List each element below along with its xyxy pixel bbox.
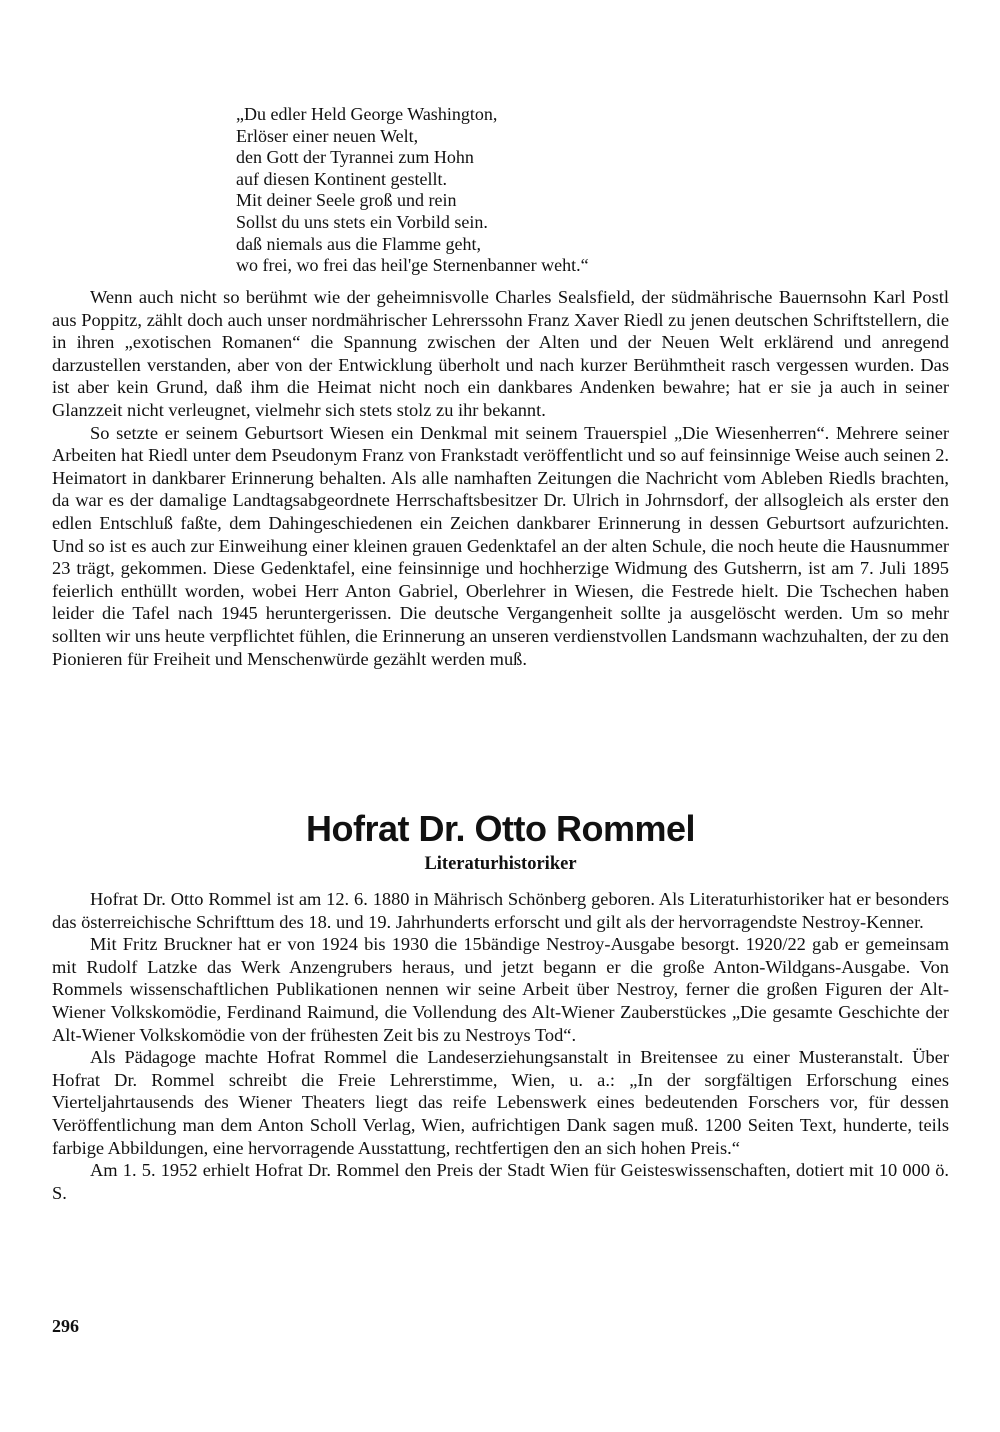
poem-line: wo frei, wo frei das heil'ge Sternenbanner weht.“ — [236, 255, 589, 276]
section-subtitle: Literaturhistoriker — [424, 854, 577, 874]
poem-line: den Gott der Tyrannei zum Hohn — [236, 147, 474, 168]
section-title: Hofrat Dr. Otto Rommel — [305, 808, 696, 849]
riedl-section-body — [52, 286, 949, 670]
poem-line: daß niemals aus die Flamme geht, — [236, 233, 481, 254]
poem-line: Erlöser einer neuen Welt, — [236, 125, 419, 146]
page-number: 296 — [52, 1316, 79, 1336]
poem-line: Mit deiner Seele groß und rein — [236, 190, 457, 211]
body-paragraph: Mit Fritz Bruckner hat er von 1924 bis 1930 die 15bändige Nestroy-Ausgabe besorgt. 1920/22 gab er gemeinsam mit Rudolf Latzke das Werk Anzengrubers heraus, und jetzt begann er die große Anton-Wildgans-Ausgabe. Von Rommels wissenschaftlichen Publikationen nennen wir seine Arbeit über Nestroy, ferner die großen Figuren der Alt-Wiener Volkskomödie, Ferdinand Raimund, die Vollendung des Alt-Wiener Zauberstückes „Die gesamte Geschichte der Alt-Wiener Volkskomödie von der frühesten Zeit bis zu Nestroys Tod“. — [52, 934, 949, 1045]
body-paragraph: Am 1. 5. 1952 erhielt Hofrat Dr. Rommel den Preis der Stadt Wien für Geisteswissenschaften, dotiert mit 10 000 ö. S. — [52, 1160, 949, 1203]
poem-line: Sollst du uns stets ein Vorbild sein. — [236, 211, 488, 232]
body-paragraph: So setzte er seinem Geburtsort Wiesen ein Denkmal mit seinem Trauerspiel „Die Wiesenherren“. Mehrere seiner Arbeiten hat Riedl unter dem Pseudonym Franz von Frankstadt veröffentlicht und so auf feinsinnige Weise auch seinen 2. Heimatort in dankbarer Erinnerung behalten. Als alle namhaften Zeitungen die Nachricht vom Ableben Riedls brachten, da war es der damalige Landtagsabgeordnete Herrschaftsbesitzer Dr. Ulrich in Johrnsdorf, der allsogleich als erster den edlen Entschluß faßte, dem Dahingeschiedenen ein Zeichen dankbarer Erinnerung in dessen Geburtsort aufzurichten. Und so ist es auch zur Einweihung einer kleinen grauen Gedenktafel an der alten Schule, die noch heute die Hausnummer 23 trägt, gekommen. Diese Gedenktafel, eine feinsinnige und hochherzige Widmung des Gutsherrn, ist am 7. Juli 1895 feierlich enthüllt worden, wobei Herr Anton Gabriel, Oberlehrer in Wiesen, die Festrede hielt. Die Tschechen haben leider die Tafel nach 1945 heruntergerissen. Die deutsche Vergangenheit sollte ja ausgelöscht werden. Um so mehr sollten wir uns heute verpflichtet fühlen, die Erinnerung an unseren verdienstvollen Landsmann wachzuhalten, der zu den Pionieren für Freiheit und Menschenwürde gezählt werden muß. — [52, 422, 949, 669]
poem-quote — [236, 104, 796, 277]
rommel-section-body — [52, 888, 949, 1204]
poem-line: „Du edler Held George Washington, — [236, 104, 498, 124]
poem-line: auf diesen Kontinent gestellt. — [236, 168, 447, 189]
body-paragraph: Wenn auch nicht so berühmt wie der geheimnisvolle Charles Sealsfield, der südmährische Bauernsohn Karl Postl aus Poppitz, zählt doch auch unser nordmährischer Lehrerssohn Franz Xaver Riedl zu jenen deutschen Schriftstellern, die in ihren „exotischen Romanen“ die Spannung zwischen der Alten und der Neuen Welt erklärend und anregend darzustellen verstanden, aber von der Entwicklung überholt und nach kurzer Berühmtheit rasch vergessen wurden. Das ist aber kein Grund, daß ihm die Heimat nicht noch ein dankbares Andenken bewahre; hat er sie ja auch in seiner Glanzzeit nicht verleugnet, vielmehr sich stets stolz zu ihr bekannt. — [52, 287, 949, 420]
body-paragraph: Als Pädagoge machte Hofrat Rommel die Landeserziehungsanstalt in Breitensee zu einer Musteranstalt. Über Hofrat Dr. Rommel schreibt die Freie Lehrerstimme, Wien, u. a.: „In der sorgfältigen Erforschung eines Vierteljahrtausends des Wiener Theaters liegt das reife Lebenswerk eines bedeutenden Forschers vor, für dessen Veröffentlichung man dem Anton Scholl Verlag, Wien, aufrichtigen Dank sagen muß. 1200 Seiten Text, hunderte, teils farbige Abbildungen, eine hervorragende Ausstattung, rechtfertigen den an sich hohen Preis.“ — [52, 1047, 949, 1158]
body-paragraph: Hofrat Dr. Otto Rommel ist am 12. 6. 1880 in Mährisch Schönberg geboren. Als Literaturhistoriker hat er besonders das österreichische Schrifttum des 18. und 19. Jahrhunderts erforscht und gilt als der hervorragendste Nestroy-Kenner. — [52, 889, 949, 932]
